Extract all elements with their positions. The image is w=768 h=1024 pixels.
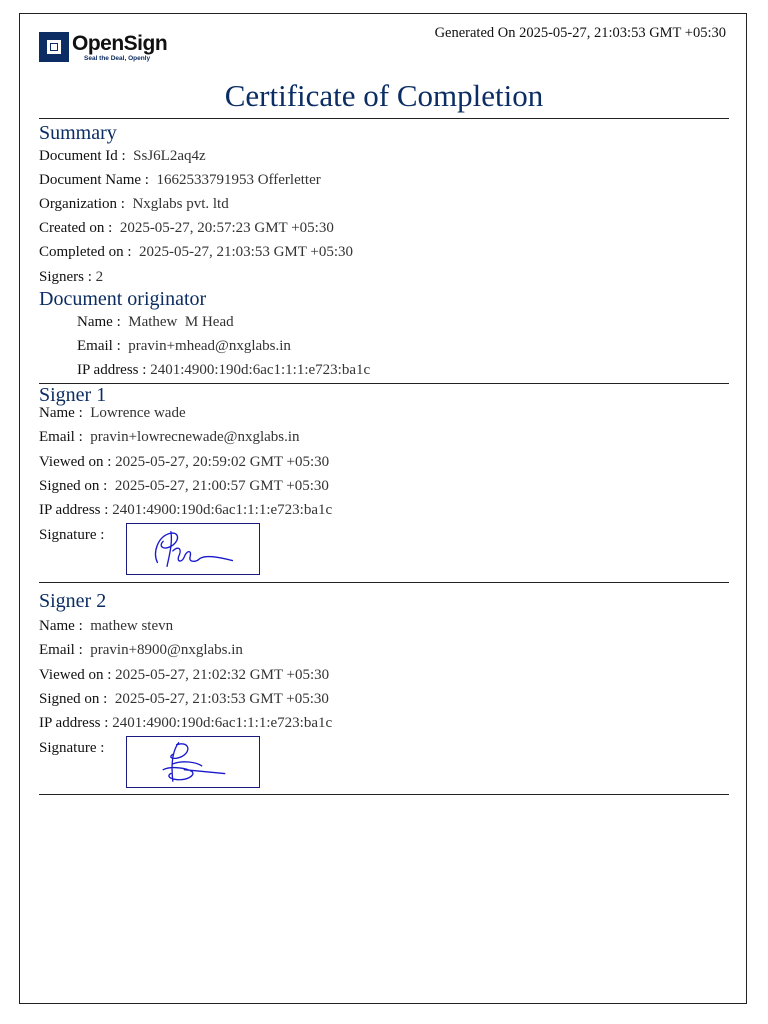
divider	[39, 794, 729, 795]
divider	[39, 383, 729, 384]
divider	[39, 118, 729, 119]
originator-email-row: Email : pravin+mhead@nxglabs.in	[77, 338, 291, 354]
document-id-row: Document Id : SsJ6L2aq4z	[39, 148, 206, 164]
signer2-email-value: pravin+8900@nxglabs.in	[90, 642, 243, 658]
document-id-value: SsJ6L2aq4z	[133, 148, 206, 164]
signer2-signed-value: 2025-05-27, 21:03:53 GMT +05:30	[114, 691, 329, 707]
signer1-email-value: pravin+lowrecnewade@nxglabs.in	[90, 429, 300, 445]
certificate-title: Certificate of Completion	[224, 78, 544, 113]
logo-tagline: Seal the Deal, Openly	[84, 55, 151, 62]
divider	[39, 582, 729, 583]
originator-email-value: pravin+mhead@nxglabs.in	[128, 338, 291, 354]
completed-on-value: 2025-05-27, 21:03:53 GMT +05:30	[139, 244, 354, 260]
signer2-name-value: mathew stevn	[90, 618, 174, 634]
signer2-ip-row: IP address : 2401:4900:190d:6ac1:1:1:e723:ba1c	[39, 715, 333, 731]
signer2-heading: Signer 2	[39, 590, 107, 612]
organization-row: Organization : Nxglabs pvt. ltd	[39, 196, 229, 212]
created-on-value: 2025-05-27, 20:57:23 GMT +05:30	[119, 220, 334, 236]
document-name-row: Document Name : 1662533791953 Offerletter	[39, 172, 321, 188]
signer2-signature-label: Signature :	[39, 740, 105, 756]
signer2-email-row: Email : pravin+8900@nxglabs.in	[39, 642, 243, 658]
signer1-name-row: Name : Lowrence wade	[39, 405, 186, 421]
signers-count-row: Signers : 2	[39, 269, 104, 285]
signer2-viewed-value: 2025-05-27, 21:02:32 GMT +05:30	[115, 667, 330, 683]
signer1-viewed-row: Viewed on : 2025-05-27, 20:59:02 GMT +05:30	[39, 454, 330, 470]
signer1-email-row: Email : pravin+lowrecnewade@nxglabs.in	[39, 429, 300, 445]
originator-ip-row: IP address : 2401:4900:190d:6ac1:1:1:e723:ba1c	[77, 362, 371, 378]
completed-on-row: Completed on : 2025-05-27, 21:03:53 GMT +05:30	[39, 244, 354, 260]
organization-value: Nxglabs pvt. ltd	[132, 196, 229, 212]
signer1-signature-label: Signature :	[39, 527, 105, 543]
signature-scribble-icon	[127, 524, 259, 574]
signer1-signed-row: Signed on : 2025-05-27, 21:00:57 GMT +05:30	[39, 478, 329, 494]
signers-count-value: 2	[95, 269, 104, 285]
opensign-logo	[39, 32, 179, 84]
signature-scribble-icon	[127, 737, 259, 787]
signer2-signature-image	[126, 736, 260, 788]
signer1-ip-value: 2401:4900:190d:6ac1:1:1:e723:ba1c	[112, 502, 333, 518]
logo-name: OpenSign	[72, 32, 168, 55]
summary-heading: Summary	[39, 122, 117, 144]
generated-on: Generated On 2025-05-27, 21:03:53 GMT +05:30	[434, 25, 726, 41]
originator-name-row: Name : Mathew M Head	[77, 314, 234, 330]
signer1-heading: Signer 1	[39, 384, 107, 406]
signer2-ip-value: 2401:4900:190d:6ac1:1:1:e723:ba1c	[112, 715, 333, 731]
signer1-signature-image	[126, 523, 260, 575]
logo-mark-icon	[39, 32, 69, 62]
signer1-signed-value: 2025-05-27, 21:00:57 GMT +05:30	[114, 478, 329, 494]
signer2-viewed-row: Viewed on : 2025-05-27, 21:02:32 GMT +05:30	[39, 667, 330, 683]
signer1-ip-row: IP address : 2401:4900:190d:6ac1:1:1:e723:ba1c	[39, 502, 333, 518]
originator-name-value: Mathew M Head	[128, 314, 234, 330]
signer1-viewed-value: 2025-05-27, 20:59:02 GMT +05:30	[115, 454, 330, 470]
document-name-value: 1662533791953 Offerletter	[156, 172, 321, 188]
signer2-name-row: Name : mathew stevn	[39, 618, 174, 634]
originator-ip-value: 2401:4900:190d:6ac1:1:1:e723:ba1c	[150, 362, 371, 378]
created-on-row: Created on : 2025-05-27, 20:57:23 GMT +05:30	[39, 220, 334, 236]
certificate-page	[19, 13, 747, 1004]
signer1-name-value: Lowrence wade	[90, 405, 186, 421]
originator-heading: Document originator	[39, 288, 207, 310]
signer2-signed-row: Signed on : 2025-05-27, 21:03:53 GMT +05:30	[39, 691, 329, 707]
